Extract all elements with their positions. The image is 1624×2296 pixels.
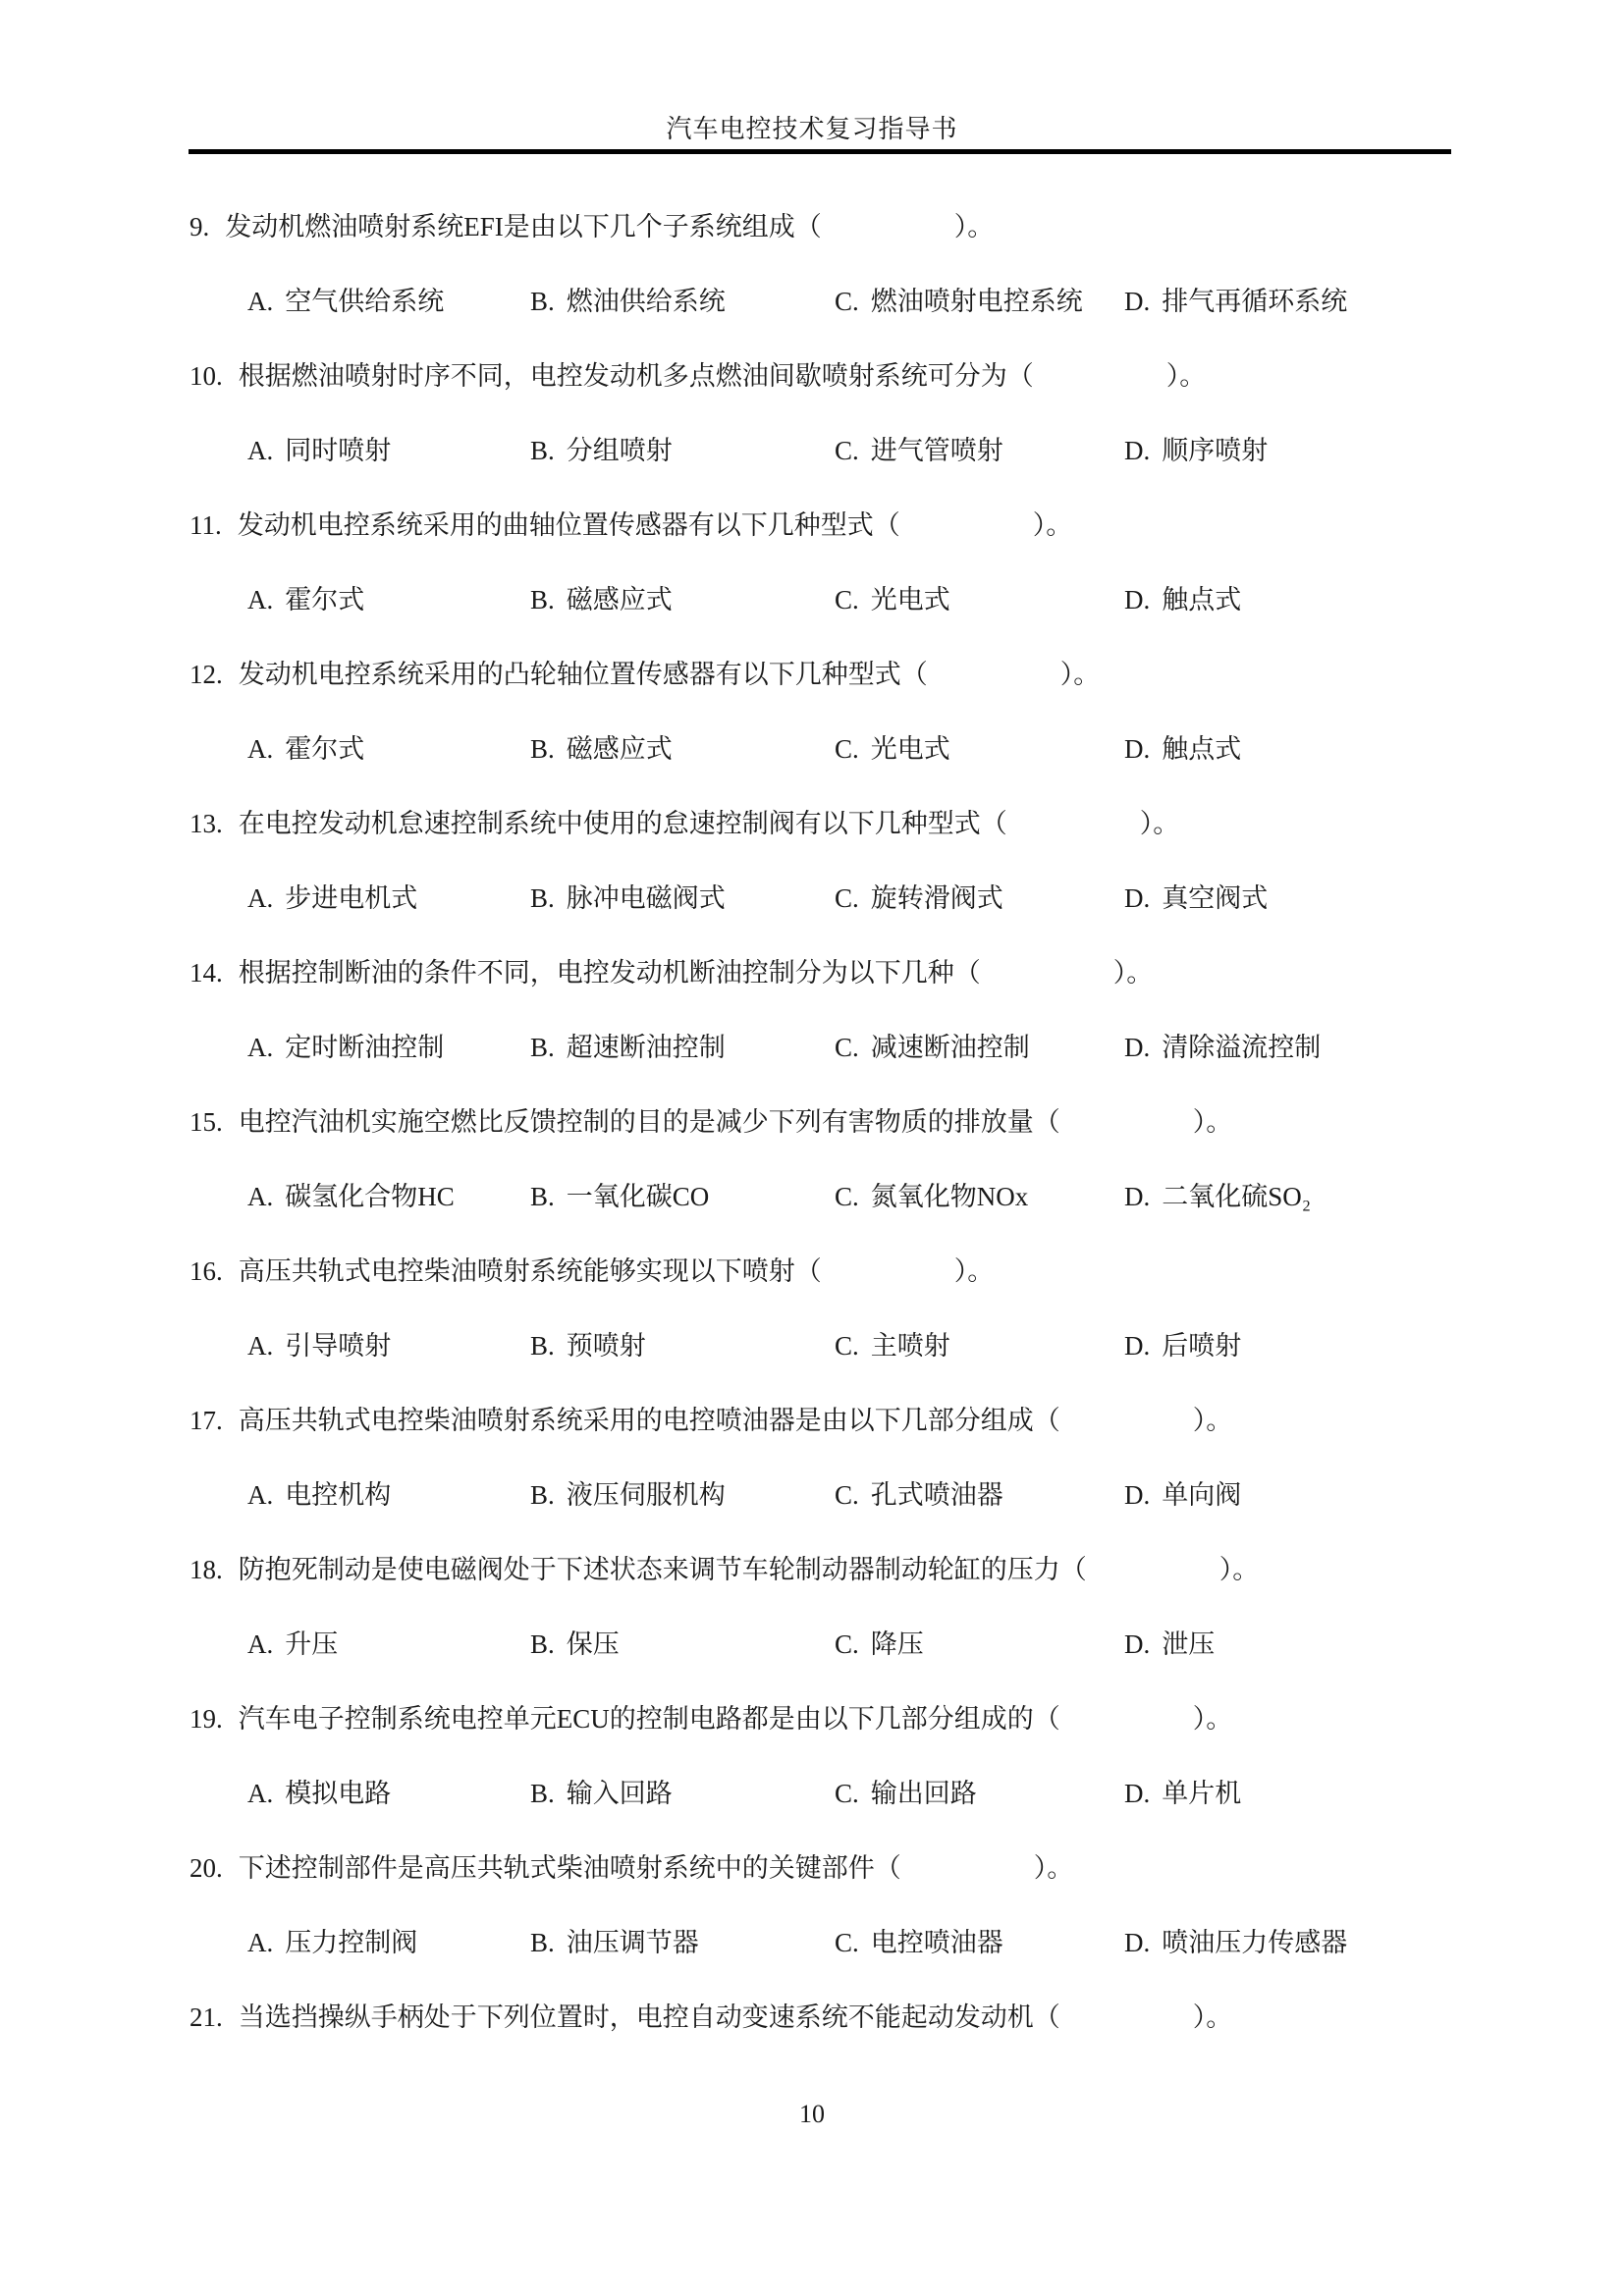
option-b [530, 1628, 620, 1661]
option-c [835, 1478, 1003, 1512]
option-text: 同时喷射 [285, 436, 392, 465]
option-text: 输入回路 [566, 1779, 673, 1808]
question-block [0, 1105, 1624, 1213]
options-row [0, 1180, 1624, 1213]
question-block [0, 1255, 1624, 1362]
option-b [530, 285, 726, 318]
question-text: 电控汽油机实施空燃比反馈控制的目的是减少下列有害物质的排放量（ ）。 [238, 1107, 1233, 1137]
option-text: 空气供给系统 [285, 287, 445, 316]
question-block [0, 1404, 1624, 1512]
option-label: A. [247, 585, 274, 614]
option-text: 顺序喷射 [1162, 436, 1269, 465]
question-number: 15. [189, 1107, 223, 1137]
question-number: 16. [189, 1256, 223, 1286]
option-c [835, 285, 1083, 318]
option-d [1124, 1777, 1241, 1810]
question-number: 11. [189, 510, 222, 540]
options-row [0, 1478, 1624, 1512]
question-number: 17. [189, 1406, 223, 1435]
option-text: 单片机 [1162, 1779, 1242, 1808]
option-label: A. [247, 1779, 274, 1808]
question-text: 发动机电控系统采用的曲轴位置传感器有以下几种型式（ ）。 [237, 510, 1073, 540]
option-label: B. [530, 287, 555, 316]
page-footer [0, 2099, 1624, 2130]
option-label: C. [835, 585, 859, 614]
running-header [0, 114, 1624, 145]
option-label: D. [1124, 1928, 1151, 1957]
question-text: 发动机燃油喷射系统EFI是由以下几个子系统组成（ ）。 [225, 212, 995, 241]
question-block [0, 1553, 1624, 1661]
option-b [530, 881, 726, 915]
option-label: A. [247, 734, 274, 764]
option-text: 脉冲电磁阀式 [566, 883, 726, 913]
question-stem [0, 210, 1624, 243]
option-text: 二氧化硫SO₂ [1162, 1182, 1312, 1211]
option-text: 排气再循环系统 [1162, 287, 1348, 316]
option-a [247, 732, 364, 766]
option-label: A. [247, 1182, 274, 1211]
question-block [0, 1702, 1624, 1810]
option-text: 液压伺服机构 [566, 1480, 726, 1510]
option-c [835, 434, 1003, 467]
option-d [1124, 1031, 1321, 1064]
question-stem [0, 658, 1624, 691]
option-text: 旋转滑阀式 [870, 883, 1003, 913]
option-text: 定时断油控制 [285, 1033, 445, 1062]
option-b [530, 1180, 709, 1213]
option-a [247, 1628, 338, 1661]
option-a [247, 1926, 417, 1959]
question-block [0, 807, 1624, 915]
header-rule [189, 149, 1451, 154]
option-label: C. [835, 1331, 859, 1361]
option-text: 输出回路 [870, 1779, 977, 1808]
question-stem [0, 807, 1624, 840]
option-text: 触点式 [1162, 585, 1242, 614]
question-text: 发动机电控系统采用的凸轮轴位置传感器有以下几种型式（ ）。 [238, 660, 1101, 689]
question-stem [0, 1255, 1624, 1288]
option-label: C. [835, 1033, 859, 1062]
option-b [530, 1926, 699, 1959]
option-label: B. [530, 1928, 555, 1957]
option-text: 升压 [285, 1629, 339, 1659]
option-label: D. [1124, 1182, 1151, 1211]
option-text: 引导喷射 [285, 1331, 392, 1361]
question-text: 根据控制断油的条件不同，电控发动机断油控制分为以下几种（ ）。 [238, 958, 1154, 988]
option-text: 光电式 [870, 585, 950, 614]
option-text: 燃油供给系统 [566, 287, 726, 316]
option-b [530, 732, 673, 766]
option-c [835, 1329, 950, 1362]
option-text: 磁感应式 [566, 734, 673, 764]
options-row [0, 1329, 1624, 1362]
question-stem [0, 1702, 1624, 1735]
question-stem [0, 2001, 1624, 2034]
option-b [530, 1777, 673, 1810]
option-text: 压力控制阀 [285, 1928, 418, 1957]
option-text: 霍尔式 [285, 585, 365, 614]
question-stem [0, 1105, 1624, 1139]
question-text: 汽车电子控制系统电控单元ECU的控制电路都是由以下几部分组成的（ ）。 [238, 1704, 1233, 1734]
question-block [0, 658, 1624, 766]
options-row [0, 1031, 1624, 1064]
option-label: D. [1124, 585, 1151, 614]
option-d [1124, 1478, 1241, 1512]
options-row [0, 1926, 1624, 1959]
options-row [0, 1628, 1624, 1661]
option-label: A. [247, 1033, 274, 1062]
option-d [1124, 1926, 1347, 1959]
question-text: 防抱死制动是使电磁阀处于下述状态来调节车轮制动器制动轮缸的压力（ ）。 [238, 1555, 1260, 1584]
option-label: D. [1124, 734, 1151, 764]
option-text: 步进电机式 [285, 883, 418, 913]
option-label: C. [835, 1629, 859, 1659]
option-label: C. [835, 883, 859, 913]
option-text: 清除溢流控制 [1162, 1033, 1322, 1062]
option-label: D. [1124, 436, 1151, 465]
option-a [247, 1031, 444, 1064]
option-label: A. [247, 1480, 274, 1510]
options-row [0, 881, 1624, 915]
option-b [530, 583, 673, 616]
option-text: 超速断油控制 [566, 1033, 726, 1062]
option-a [247, 1329, 391, 1362]
option-c [835, 732, 950, 766]
option-text: 预喷射 [566, 1331, 646, 1361]
option-text: 单向阀 [1162, 1480, 1242, 1510]
option-label: A. [247, 1629, 274, 1659]
option-label: D. [1124, 1779, 1151, 1808]
option-a [247, 1478, 391, 1512]
option-c [835, 1031, 1030, 1064]
option-label: D. [1124, 1629, 1151, 1659]
question-text: 根据燃油喷射时序不同，电控发动机多点燃油间歇喷射系统可分为（ ）。 [238, 361, 1207, 391]
option-a [247, 434, 391, 467]
option-label: A. [247, 436, 274, 465]
option-label: A. [247, 1331, 274, 1361]
option-text: 触点式 [1162, 734, 1242, 764]
option-label: D. [1124, 883, 1151, 913]
question-number: 21. [189, 2002, 223, 2032]
option-label: C. [835, 1928, 859, 1957]
option-a [247, 881, 417, 915]
option-label: A. [247, 1928, 274, 1957]
option-text: 后喷射 [1162, 1331, 1242, 1361]
option-label: D. [1124, 1480, 1151, 1510]
option-d [1124, 285, 1347, 318]
option-text: 磁感应式 [566, 585, 673, 614]
option-d [1124, 434, 1268, 467]
option-c [835, 1777, 977, 1810]
option-d [1124, 1180, 1311, 1213]
option-label: D. [1124, 1331, 1151, 1361]
question-text: 高压共轨式电控柴油喷射系统采用的电控喷油器是由以下几部分组成（ ）。 [238, 1406, 1233, 1435]
option-label: B. [530, 585, 555, 614]
option-b [530, 1031, 726, 1064]
question-stem [0, 956, 1624, 989]
option-c [835, 1628, 924, 1661]
option-label: B. [530, 1331, 555, 1361]
option-text: 真空阀式 [1162, 883, 1269, 913]
question-text: 下述控制部件是高压共轨式柴油喷射系统中的关键部件（ ）。 [238, 1853, 1074, 1883]
option-text: 油压调节器 [566, 1928, 699, 1957]
question-block [0, 1851, 1624, 1959]
options-row [0, 434, 1624, 467]
option-label: C. [835, 436, 859, 465]
option-a [247, 1180, 455, 1213]
option-d [1124, 881, 1268, 915]
option-text: 减速断油控制 [870, 1033, 1030, 1062]
option-label: A. [247, 883, 274, 913]
option-c [835, 583, 950, 616]
question-text: 当选挡操纵手柄处于下列位置时，电控自动变速系统不能起动发动机（ ）。 [238, 2002, 1233, 2032]
option-a [247, 285, 444, 318]
question-number: 20. [189, 1853, 223, 1883]
option-c [835, 1180, 1028, 1213]
option-d [1124, 732, 1241, 766]
option-label: B. [530, 1480, 555, 1510]
question-number: 13. [189, 809, 223, 838]
option-label: B. [530, 436, 555, 465]
option-d [1124, 1628, 1215, 1661]
question-number: 19. [189, 1704, 223, 1734]
option-label: D. [1124, 1033, 1151, 1062]
option-text: 降压 [870, 1629, 924, 1659]
question-number: 12. [189, 660, 223, 689]
question-stem [0, 359, 1624, 393]
options-row [0, 285, 1624, 318]
option-a [247, 583, 364, 616]
options-row [0, 583, 1624, 616]
question-number: 14. [189, 958, 223, 988]
option-label: B. [530, 734, 555, 764]
question-number: 18. [189, 1555, 223, 1584]
option-text: 保压 [566, 1629, 620, 1659]
option-text: 燃油喷射电控系统 [870, 287, 1083, 316]
question-number: 10. [189, 361, 223, 391]
option-text: 电控喷油器 [870, 1928, 1003, 1957]
option-text: 模拟电路 [285, 1779, 392, 1808]
question-number: 9. [189, 212, 210, 241]
option-text: 光电式 [870, 734, 950, 764]
option-a [247, 1777, 391, 1810]
question-stem [0, 508, 1624, 542]
book-title: 汽车电控技术复习指导书 [666, 115, 958, 143]
option-label: B. [530, 1033, 555, 1062]
option-label: B. [530, 1779, 555, 1808]
option-b [530, 1329, 646, 1362]
question-text: 高压共轨式电控柴油喷射系统能够实现以下喷射（ ）。 [238, 1256, 995, 1286]
question-text: 在电控发动机怠速控制系统中使用的怠速控制阀有以下几种型式（ ）。 [238, 809, 1180, 838]
option-text: 主喷射 [870, 1331, 950, 1361]
question-stem [0, 1553, 1624, 1586]
options-row [0, 1777, 1624, 1810]
question-stem [0, 1851, 1624, 1885]
option-text: 霍尔式 [285, 734, 365, 764]
option-text: 一氧化碳CO [566, 1182, 710, 1211]
option-text: 电控机构 [285, 1480, 392, 1510]
option-text: 进气管喷射 [870, 436, 1003, 465]
page-number: 10 [799, 2100, 825, 2128]
option-c [835, 881, 1003, 915]
option-label: C. [835, 1182, 859, 1211]
option-label: B. [530, 1182, 555, 1211]
question-block [0, 210, 1624, 318]
option-d [1124, 1329, 1241, 1362]
option-label: B. [530, 883, 555, 913]
option-label: C. [835, 734, 859, 764]
option-text: 泄压 [1162, 1629, 1216, 1659]
option-text: 碳氢化合物HC [285, 1182, 455, 1211]
question-block [0, 956, 1624, 1064]
option-text: 氮氧化物NOx [870, 1182, 1029, 1211]
option-label: B. [530, 1629, 555, 1659]
option-c [835, 1926, 1003, 1959]
question-block [0, 2001, 1624, 2034]
question-block [0, 508, 1624, 616]
option-b [530, 434, 673, 467]
question-list [0, 210, 1624, 2075]
option-label: C. [835, 287, 859, 316]
option-d [1124, 583, 1241, 616]
options-row [0, 732, 1624, 766]
question-block [0, 359, 1624, 467]
option-label: C. [835, 1779, 859, 1808]
question-stem [0, 1404, 1624, 1437]
option-label: A. [247, 287, 274, 316]
option-label: D. [1124, 287, 1151, 316]
option-text: 分组喷射 [566, 436, 673, 465]
option-label: C. [835, 1480, 859, 1510]
option-b [530, 1478, 726, 1512]
option-text: 孔式喷油器 [870, 1480, 1003, 1510]
option-text: 喷油压力传感器 [1162, 1928, 1348, 1957]
